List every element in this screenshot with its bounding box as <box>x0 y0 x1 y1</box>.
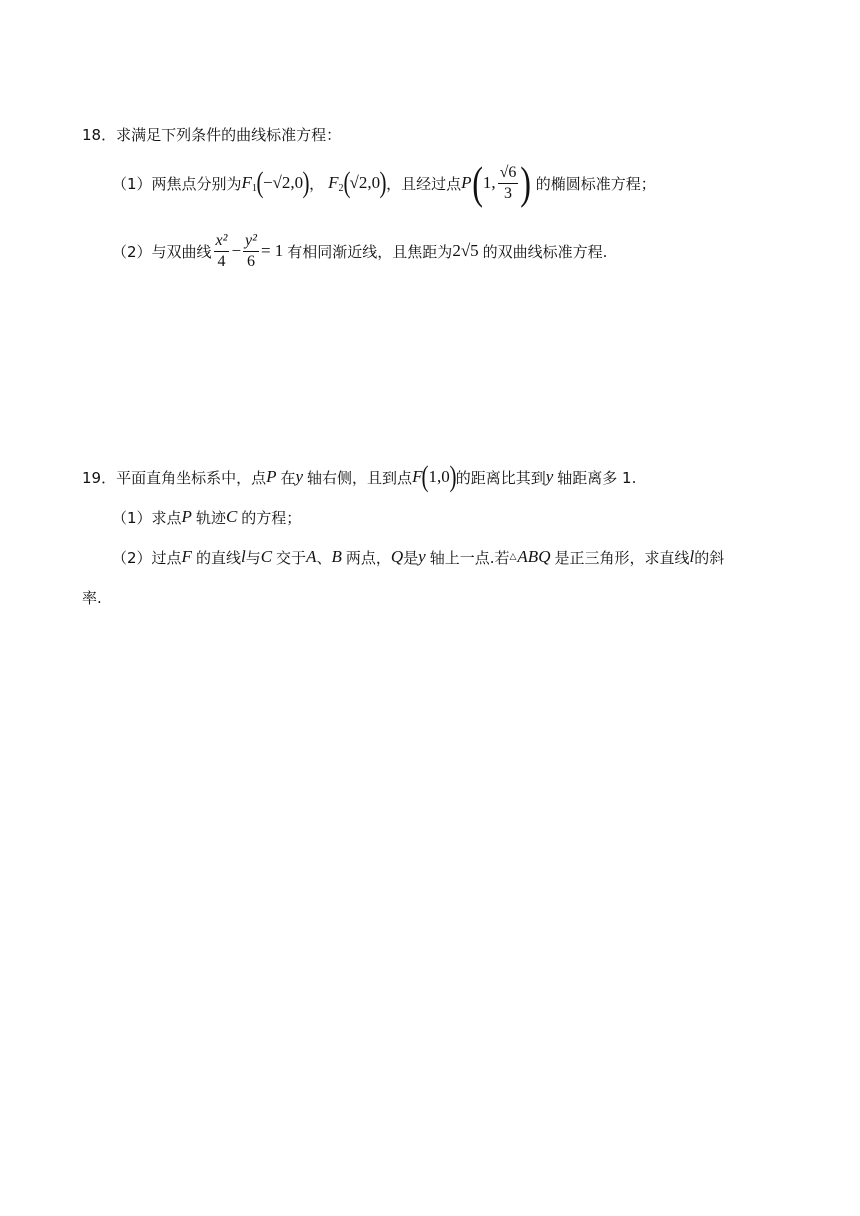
q19-p1-c: C <box>225 507 238 526</box>
q19-p2-point-q: Q <box>390 547 404 566</box>
q19-p1-mid: 轨迹 <box>195 508 226 527</box>
q18-part2 <box>112 228 607 274</box>
q18-p1-f1-val: −√2,0 <box>262 173 304 192</box>
q19-y-axis: y <box>295 467 304 486</box>
q19-p2-cc: 交于 <box>276 548 307 567</box>
q18-p2-label: （2）与双曲线 <box>112 242 212 261</box>
q19-y-axis-2: y <box>545 467 554 486</box>
paren-open: ( <box>256 166 264 199</box>
q19-point-f: F <box>412 467 423 486</box>
q19-stem-e: 轴距离多 1. <box>557 468 637 487</box>
q18-p2-text-end: 的双曲线标准方程. <box>482 242 608 261</box>
paren-open: ( <box>421 460 429 493</box>
q18-p1-f2: $F_2$ <box>328 172 344 194</box>
q19-p2-point-a: A <box>306 547 317 566</box>
minus-sign: − <box>231 241 242 260</box>
paren-close: ) <box>449 460 457 493</box>
q18-p1-f2-val: √2,0 <box>349 173 381 192</box>
q19-stem-a: 19．平面直角坐标系中，点 <box>82 468 267 487</box>
q19-p1-label: （1）求点 <box>112 508 182 527</box>
q19-stem <box>82 460 637 493</box>
q19-p2-triangle: ABQ <box>517 547 551 566</box>
q18-p1-label: （1）两焦点分别为 <box>112 174 242 193</box>
frac-numerator: √6 <box>498 164 519 184</box>
frac-denominator: 6 <box>247 252 255 270</box>
q19-p2-l: l <box>240 547 246 566</box>
q19-stem-b: 在 <box>280 468 296 487</box>
q19-p2-point-b: B <box>331 547 342 566</box>
q19-p2-i: 的斜 <box>694 548 725 567</box>
q18-p1-sep: ， <box>309 174 325 193</box>
q19-p1-p: P <box>181 507 192 526</box>
paren-close: ) <box>520 157 532 208</box>
q18-stem <box>82 124 341 145</box>
q19-part2-cont <box>82 584 102 610</box>
q18-p1-point-p: P <box>461 173 472 192</box>
q18-part1 <box>112 157 656 208</box>
q19-p2-l2: l <box>689 547 695 566</box>
q19-p2-h: 是正三角形，求直线 <box>554 548 690 567</box>
frac-numerator: x² <box>214 232 230 252</box>
q19-stem-c: 轴右侧，且到点 <box>307 468 413 487</box>
frac-denominator: 3 <box>503 184 512 202</box>
q19-p2-cont: 率. <box>82 588 102 607</box>
q18-p1-px: 1, <box>482 173 496 192</box>
q18-p1-text-mid: ，且经过点 <box>386 174 462 193</box>
q18-p2-frac1 <box>214 232 230 270</box>
paren-open: ( <box>343 166 351 199</box>
paren-open: ( <box>471 157 483 208</box>
q18-p1-text-end: 的椭圆标准方程； <box>535 174 656 193</box>
q19-p2-c: C <box>260 547 273 566</box>
q19-part2 <box>112 544 724 570</box>
q19-p2-label: （2）过点 <box>112 548 182 567</box>
q18-p2-text-mid: 有相同渐近线，且焦距为 <box>287 242 453 261</box>
q18-p1-f1: $F_1$ <box>241 172 257 194</box>
q19-p2-f: F <box>181 547 192 566</box>
paren-close: ) <box>379 166 387 199</box>
q18-stem-text: 18．求满足下列条件的曲线标准方程： <box>82 126 342 144</box>
q18-p1-py-frac <box>498 164 519 202</box>
q18-p2-frac2 <box>243 232 259 270</box>
triangle-icon: △ <box>509 552 517 562</box>
frac-denominator: 4 <box>217 252 226 270</box>
q19-f-val: 1,0 <box>428 467 450 486</box>
q19-p2-b: 与 <box>245 548 261 567</box>
q18-p2-dist: 2√5 <box>452 241 479 260</box>
q19-part1 <box>112 504 301 530</box>
q19-p2-g: 轴上一点.若 <box>429 548 510 567</box>
q19-p2-f-text: 是 <box>403 548 419 567</box>
frac-numerator: y² <box>243 232 259 252</box>
q19-p2-e: 两点， <box>345 548 391 567</box>
q19-stem-d: 的距离比其到 <box>455 468 546 487</box>
paren-close: ) <box>302 166 310 199</box>
q19-p2-y: y <box>418 547 426 566</box>
q19-p2-d: 、 <box>316 548 332 567</box>
equals-one: = 1 <box>260 241 284 260</box>
q19-p2-a: 的直线 <box>195 548 241 567</box>
q19-point-p: P <box>266 467 277 486</box>
q19-p1-end: 的方程； <box>241 508 302 527</box>
